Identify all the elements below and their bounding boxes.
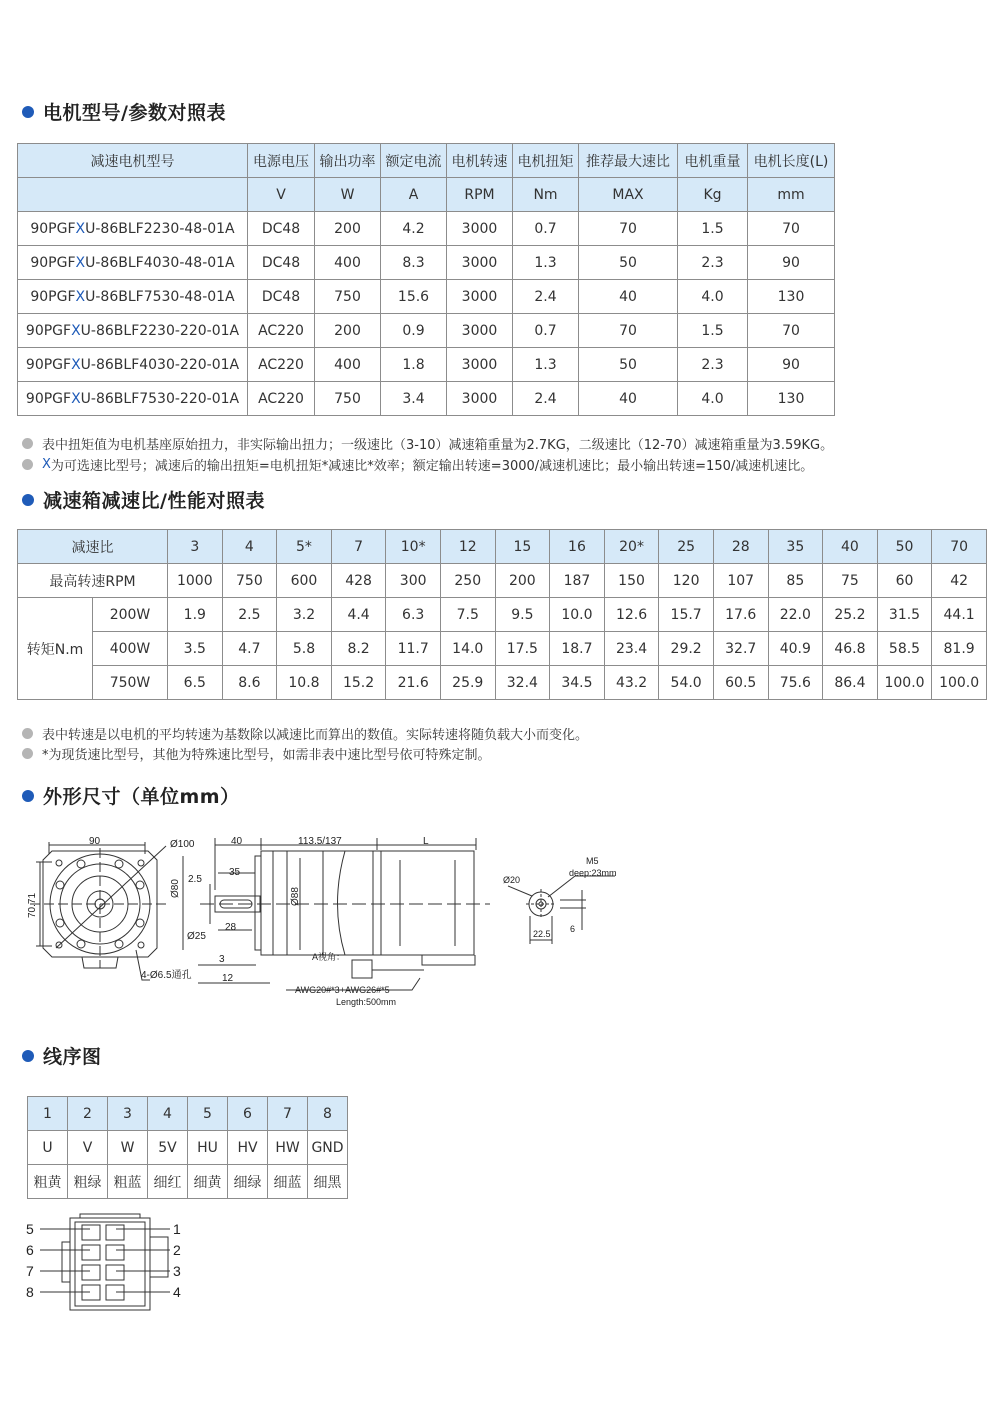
column-header: 输出功率 (315, 144, 381, 178)
dim-tap-depth: deep:23mm (569, 868, 617, 878)
unit-header: Kg (678, 178, 748, 212)
shaft-end-view (508, 876, 615, 944)
model-cell (18, 348, 248, 382)
ratio-value: 3 (168, 530, 223, 564)
speed-cell: 3000 (447, 382, 513, 416)
model-prefix: 90PGF (30, 220, 76, 237)
model-suffix: U-86BLF7530-48-01A (85, 288, 235, 305)
power-label: 750W (93, 666, 168, 700)
ratio-cell: 50 (579, 348, 678, 382)
length-cell: 130 (748, 280, 835, 314)
connector-pin-label: 6 (26, 1242, 34, 1258)
dim-height: 70.71 (27, 892, 38, 918)
pin-number: 3 (108, 1097, 148, 1131)
column-header: 电机重量 (678, 144, 748, 178)
rpm-value: 107 (713, 564, 768, 598)
unit-header: MAX (579, 178, 678, 212)
speed-cell: 3000 (447, 348, 513, 382)
unit-header: A (381, 178, 447, 212)
dim-shaft-len: 40 (231, 836, 243, 847)
note-text: 表中扭矩值为电机基座原始扭力，非实际输出扭力；一级速比（3-10）减速箱重量为2.7KG，二级速比（12-70）减速箱重量为3.59KG。 (42, 438, 834, 453)
torque-row (18, 598, 987, 632)
model-variant-x: X (71, 356, 81, 373)
rpm-value: 187 (550, 564, 605, 598)
dim-key-len: 35 (229, 867, 241, 878)
column-header: 电机长度(L) (748, 144, 835, 178)
torque-value: 11.7 (386, 632, 441, 666)
note-ratio (22, 455, 813, 474)
column-header: 推荐最大速比 (579, 144, 678, 178)
torque-value: 46.8 (823, 632, 878, 666)
torque-value: 7.5 (440, 598, 495, 632)
power-cell: 750 (315, 382, 381, 416)
unit-header: W (315, 178, 381, 212)
ratio-value: 15 (495, 530, 550, 564)
signal-name: HU (188, 1131, 228, 1165)
note-stock (22, 744, 491, 763)
section-title-wiring (22, 1042, 102, 1069)
rpm-label: 最高转速RPM (18, 564, 168, 598)
voltage-cell: DC48 (248, 212, 315, 246)
note-bullet-icon (22, 728, 33, 739)
table-row (18, 314, 835, 348)
dim-pcd: Ø100 (170, 839, 195, 850)
torque-value: 23.4 (604, 632, 659, 666)
ratio-value: 70 (932, 530, 987, 564)
cable-spec: AWG20#*3+AWG26#*5 (295, 985, 390, 995)
wiring-row-signals (28, 1131, 348, 1165)
ratio-cell: 40 (579, 280, 678, 314)
ratio-value: 28 (713, 530, 768, 564)
wiring-row-pins (28, 1097, 348, 1131)
current-cell: 0.9 (381, 314, 447, 348)
signal-name: GND (308, 1131, 348, 1165)
torque-value: 18.7 (550, 632, 605, 666)
section-title-dimensions (22, 782, 240, 809)
dim-motor-len: L (423, 836, 429, 847)
ratio-cell: 70 (579, 314, 678, 348)
column-header: 电机扭矩 (513, 144, 579, 178)
model-variant-x: X (71, 390, 81, 407)
model-prefix: 90PGF (30, 288, 76, 305)
rpm-row (18, 564, 987, 598)
torque-value: 25.9 (440, 666, 495, 700)
rpm-value: 600 (277, 564, 332, 598)
dim-tap: M5 (586, 856, 599, 866)
torque-value: 31.5 (877, 598, 932, 632)
pin-number: 6 (228, 1097, 268, 1131)
dim-holes: 4-Ø6.5通孔 (141, 970, 192, 981)
ratio-value: 25 (659, 530, 714, 564)
torque-value: 5.8 (277, 632, 332, 666)
dim-pilot: Ø80 (170, 879, 181, 898)
model-variant-x: X (71, 322, 81, 339)
note-text: *为现货速比型号，其他为特殊速比型号，如需非表中速比型号依可特殊定制。 (42, 748, 491, 763)
unit-header: RPM (447, 178, 513, 212)
voltage-cell: AC220 (248, 382, 315, 416)
speed-cell: 3000 (447, 246, 513, 280)
voltage-cell: DC48 (248, 280, 315, 314)
torque-value: 12.6 (604, 598, 659, 632)
model-cell (18, 212, 248, 246)
torque-value: 81.9 (932, 632, 987, 666)
model-prefix: 90PGF (25, 390, 72, 407)
dim-gearbox-len: 113.5/137 (298, 836, 342, 847)
torque-value: 21.6 (386, 666, 441, 700)
note-bullet-icon (22, 459, 33, 470)
pin-number: 5 (188, 1097, 228, 1131)
model-suffix: U-86BLF2230-48-01A (85, 220, 235, 237)
power-cell: 750 (315, 280, 381, 314)
dim-flange-t2: 12 (222, 973, 234, 984)
unit-header: Nm (513, 178, 579, 212)
weight-cell: 1.5 (678, 314, 748, 348)
power-label: 200W (93, 598, 168, 632)
signal-name: 5V (148, 1131, 188, 1165)
ratio-header-row (18, 530, 987, 564)
signal-name: U (28, 1131, 68, 1165)
length-cell: 90 (748, 246, 835, 280)
length-cell: 130 (748, 382, 835, 416)
torque-value: 40.9 (768, 632, 823, 666)
speed-cell: 3000 (447, 314, 513, 348)
torque-value: 44.1 (932, 598, 987, 632)
weight-cell: 4.0 (678, 382, 748, 416)
rpm-value: 200 (495, 564, 550, 598)
torque-cell: 0.7 (513, 212, 579, 246)
section-title-text: 线序图 (43, 1046, 102, 1068)
ratio-cell: 50 (579, 246, 678, 280)
ratio-value: 5* (277, 530, 332, 564)
unit-header (18, 178, 248, 212)
rpm-value: 300 (386, 564, 441, 598)
torque-cell: 1.3 (513, 348, 579, 382)
cable-length: Length:500mm (336, 997, 397, 1007)
table-units-row (18, 178, 835, 212)
torque-value: 6.5 (168, 666, 223, 700)
table-row (18, 382, 835, 416)
current-cell: 15.6 (381, 280, 447, 314)
wiring-table (27, 1096, 348, 1199)
connector-pin-label: 4 (173, 1284, 181, 1300)
ratio-value: 20* (604, 530, 659, 564)
signal-name: HW (268, 1131, 308, 1165)
model-suffix: U-86BLF2230-220-01A (80, 322, 240, 339)
torque-value: 3.5 (168, 632, 223, 666)
rpm-value: 250 (440, 564, 495, 598)
rpm-value: 428 (331, 564, 386, 598)
torque-value: 29.2 (659, 632, 714, 666)
torque-value: 10.0 (550, 598, 605, 632)
table-header-row (18, 144, 835, 178)
model-prefix: 90PGF (25, 356, 72, 373)
bullet-icon (22, 790, 34, 802)
ratio-value: 4 (222, 530, 277, 564)
dim-flange-width: 90 (89, 836, 101, 847)
torque-label: 转矩N.m (18, 598, 93, 700)
torque-row (18, 632, 987, 666)
table-row (18, 280, 835, 314)
torque-value: 10.8 (277, 666, 332, 700)
ratio-performance-table (17, 529, 987, 700)
section-title-motor-params (22, 98, 226, 125)
side-view (183, 838, 490, 990)
ratio-value: 50 (877, 530, 932, 564)
torque-value: 86.4 (823, 666, 878, 700)
torque-value: 1.9 (168, 598, 223, 632)
torque-value: 32.4 (495, 666, 550, 700)
power-cell: 400 (315, 348, 381, 382)
dim-key-h: 22.5 (533, 929, 551, 939)
rpm-value: 750 (222, 564, 277, 598)
wire-color: 细蓝 (268, 1165, 308, 1199)
signal-name: W (108, 1131, 148, 1165)
ratio-value: 35 (768, 530, 823, 564)
connector-pin-label: 7 (26, 1263, 34, 1279)
wire-color: 细绿 (228, 1165, 268, 1199)
section-title-ratio-table (22, 486, 265, 513)
bullet-icon (22, 106, 34, 118)
model-variant-x: X (75, 288, 86, 305)
speed-cell: 3000 (447, 280, 513, 314)
ratio-value: 10* (386, 530, 441, 564)
wiring-row-colors (28, 1165, 348, 1199)
table-row (18, 246, 835, 280)
dim-shaft: Ø25 (187, 931, 206, 942)
current-cell: 3.4 (381, 382, 447, 416)
column-header: 电源电压 (248, 144, 315, 178)
dim-flange-t: 3 (219, 954, 225, 965)
model-suffix: U-86BLF4030-220-01A (80, 356, 240, 373)
power-cell: 200 (315, 314, 381, 348)
column-header: 电机转速 (447, 144, 513, 178)
ratio-value: 16 (550, 530, 605, 564)
model-cell (18, 382, 248, 416)
model-prefix: 90PGF (25, 322, 72, 339)
front-view (30, 842, 170, 980)
torque-value: 8.6 (222, 666, 277, 700)
model-cell (18, 314, 248, 348)
ratio-label: 减速比 (18, 530, 168, 564)
length-cell: 90 (748, 348, 835, 382)
column-header: 减速电机型号 (18, 144, 248, 178)
torque-value: 43.2 (604, 666, 659, 700)
speed-cell: 3000 (447, 212, 513, 246)
pin-number: 4 (148, 1097, 188, 1131)
length-cell: 70 (748, 212, 835, 246)
bullet-icon (22, 1050, 34, 1062)
rpm-value: 1000 (168, 564, 223, 598)
power-label: 400W (93, 632, 168, 666)
signal-name: V (68, 1131, 108, 1165)
weight-cell: 4.0 (678, 280, 748, 314)
wire-color: 粗黄 (28, 1165, 68, 1199)
torque-value: 75.6 (768, 666, 823, 700)
ratio-value: 7 (331, 530, 386, 564)
torque-value: 14.0 (440, 632, 495, 666)
note-bullet-icon (22, 748, 33, 759)
signal-name: HV (228, 1131, 268, 1165)
torque-value: 17.5 (495, 632, 550, 666)
torque-value: 58.5 (877, 632, 932, 666)
unit-header: V (248, 178, 315, 212)
table-row (18, 212, 835, 246)
model-cell (18, 280, 248, 314)
torque-value: 34.5 (550, 666, 605, 700)
connector-pin-label: 2 (173, 1242, 181, 1258)
pin-number: 7 (268, 1097, 308, 1131)
table-row (18, 348, 835, 382)
rpm-value: 42 (932, 564, 987, 598)
wire-color: 细红 (148, 1165, 188, 1199)
length-cell: 70 (748, 314, 835, 348)
pin-number: 1 (28, 1097, 68, 1131)
ratio-cell: 40 (579, 382, 678, 416)
dim-shaft-end-dia: Ø20 (503, 875, 521, 885)
dim-key-w2: 6 (570, 924, 576, 934)
ratio-value: 40 (823, 530, 878, 564)
rpm-value: 75 (823, 564, 878, 598)
section-title-text: 减速箱减速比/性能对照表 (43, 490, 265, 512)
dimension-drawing (0, 820, 660, 1020)
torque-cell: 1.3 (513, 246, 579, 280)
connector-pins (82, 1225, 124, 1300)
rpm-value: 85 (768, 564, 823, 598)
note-text: 为可选速比型号；减速后的输出扭矩=电机扭矩*减速比*效率；额定输出转速=3000/减速机速比；最小输出转速=150/减速机速比。 (50, 459, 814, 474)
model-suffix: U-86BLF4030-48-01A (85, 254, 235, 271)
torque-value: 8.2 (331, 632, 386, 666)
torque-value: 60.5 (713, 666, 768, 700)
power-cell: 200 (315, 212, 381, 246)
connector-pin-label: 1 (173, 1221, 181, 1237)
weight-cell: 1.5 (678, 212, 748, 246)
torque-value: 25.2 (823, 598, 878, 632)
torque-value: 9.5 (495, 598, 550, 632)
torque-value: 100.0 (932, 666, 987, 700)
torque-value: 15.2 (331, 666, 386, 700)
unit-header: mm (748, 178, 835, 212)
model-variant-x: X (75, 220, 86, 237)
voltage-cell: DC48 (248, 246, 315, 280)
voltage-cell: AC220 (248, 314, 315, 348)
voltage-cell: AC220 (248, 348, 315, 382)
ratio-cell: 70 (579, 212, 678, 246)
rpm-value: 120 (659, 564, 714, 598)
wire-color: 粗绿 (68, 1165, 108, 1199)
wire-color: 细黑 (308, 1165, 348, 1199)
wire-color: 粗蓝 (108, 1165, 148, 1199)
connector-pin-label: 8 (26, 1284, 34, 1300)
wire-color: 细黄 (188, 1165, 228, 1199)
torque-value: 2.5 (222, 598, 277, 632)
torque-value: 3.2 (277, 598, 332, 632)
current-cell: 8.3 (381, 246, 447, 280)
note-speed (22, 724, 588, 743)
current-cell: 4.2 (381, 212, 447, 246)
torque-cell: 0.7 (513, 314, 579, 348)
torque-value: 17.6 (713, 598, 768, 632)
ratio-value: 12 (440, 530, 495, 564)
weight-cell: 2.3 (678, 348, 748, 382)
note-torque (22, 434, 833, 453)
rpm-value: 60 (877, 564, 932, 598)
view-a-label: A视角： (312, 952, 346, 962)
rpm-value: 150 (604, 564, 659, 598)
model-prefix: 90PGF (30, 254, 76, 271)
motor-params-table (17, 143, 835, 416)
torque-value: 4.4 (331, 598, 386, 632)
dim-key-off: 2.5 (188, 874, 202, 885)
pin-number: 8 (308, 1097, 348, 1131)
connector-pin-label: 3 (173, 1263, 181, 1279)
section-title-text: 外形尺寸（单位mm） (43, 786, 240, 808)
dim-body: Ø88 (290, 887, 301, 906)
bullet-icon (22, 494, 34, 506)
model-suffix: U-86BLF7530-220-01A (80, 390, 240, 407)
current-cell: 1.8 (381, 348, 447, 382)
section-title-text: 电机型号/参数对照表 (43, 102, 226, 124)
model-variant-x: X (75, 254, 86, 271)
weight-cell: 2.3 (678, 246, 748, 280)
torque-value: 32.7 (713, 632, 768, 666)
torque-value: 15.7 (659, 598, 714, 632)
note-text: 表中转速是以电机的平均转速为基数除以减速比而算出的数值。实际转速将随负载大小而变化。 (42, 728, 589, 743)
torque-row (18, 666, 987, 700)
power-cell: 400 (315, 246, 381, 280)
torque-cell: 2.4 (513, 382, 579, 416)
torque-value: 4.7 (222, 632, 277, 666)
torque-value: 100.0 (877, 666, 932, 700)
torque-value: 54.0 (659, 666, 714, 700)
connector-diagram (20, 1212, 220, 1312)
dim-key-w: 28 (225, 922, 237, 933)
model-cell (18, 246, 248, 280)
pin-number: 2 (68, 1097, 108, 1131)
connector-pin-label: 5 (26, 1221, 34, 1237)
torque-value: 22.0 (768, 598, 823, 632)
note-bullet-icon (22, 438, 33, 449)
torque-cell: 2.4 (513, 280, 579, 314)
column-header: 额定电流 (381, 144, 447, 178)
torque-value: 6.3 (386, 598, 441, 632)
note-x-mark: X (42, 457, 51, 472)
